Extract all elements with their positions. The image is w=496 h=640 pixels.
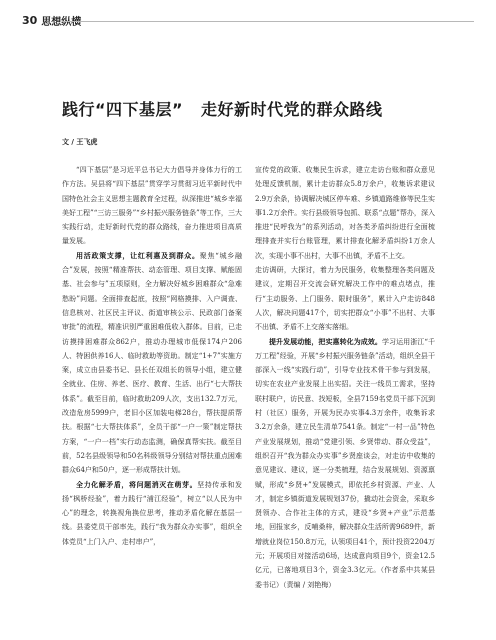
paragraph-lead: 用活政策支撑，让红利惠及到群众。: [76, 251, 200, 260]
section-name: 思想纵横: [41, 16, 82, 28]
paragraph: 用活政策支撑，让红利惠及到群众。聚焦“城乡融合”发展，按照“精准帮扶、动态管理、项目支撑、赋能固基、社会参与”五项原则，全力解决好城乡困难群众“急难愁盼”问题。全面排查起底，按照“网格摸排、入户调查、信息核对、社区民主评议、街道审核公示、民政部门备案审批”的流程，精准识别严重困难低收入群体。目前，已走访摸排困难群众862户，推动办理城市低保174户206人、特困供养16人、临时救助等资助。制定“1+7”实施方案，成立由县委书记、县长任双组长的领导小组，建立健全就业、住房、养老、医疗、教育、生活、出行“七大帮扶体系”。截至目前，临时救助209人次，支出132.7万元，改造危房5999户，老旧小区加装电梯28台，帮扶提质帮扶。根据“七大帮扶体系”，全员干部“一户一策”制定帮扶方案，“一户一档”实行动态监测，确保真帮实扶。截至目前，52名县级领导和50名科级领导分别结对帮扶重点困难群众64户和50户，逐一形成帮扶计划。: [62, 251, 242, 475]
left-column: [62, 163, 242, 588]
paragraph: 宣传党的政策、收集民生诉求，建立走访台账和群众意见处理反馈机制，累计走访群众5.8万余户，收集诉求建议2.9万余条，协调解决城区停车难、乡镇道路维修等民生实事1.2万余件。实行县级领导包抓、联系“点题”帮办，深入推进“民呼我为”的系列活动，对各类矛盾纠纷进行全面梳理排查并实行台账管理，累计排查化解矛盾纠纷1万余人次，实现小事不出村，大事不出镇，矛盾不上交。: [255, 166, 435, 260]
header-rule: [62, 21, 474, 22]
paragraph: 全力化解矛盾，将问题消灭在萌芽。坚持传承和发扬“枫桥经验”，着力践行“浦江经验”，树立“以人民为中心”的理念，转换视角换位思考，推动矛盾化解在基层一线。县委党员干部率先，践行“我为群众办实事”，组织全体党员“上门入户、走村串户”，: [62, 480, 242, 546]
page-header: [22, 12, 81, 28]
right-column: [255, 163, 435, 588]
paragraph: “四下基层”是习近平总书记大力倡导并身体力行的工作方法。吴县将“四下基层”贯穿学习贯彻习近平新时代中国特色社会主义思想主题教育全过程，纵深推进“城乡幸福美好工程”“三访三服务”“乡村振兴服务链条”等工作，三大实践行动，走好新时代党的群众路线，奋力推进项目高质量发展。: [62, 166, 242, 246]
article-title-part1: 践行“四下基层”: [62, 100, 184, 119]
paragraph-lead: 提升发展动能，把实惠转化为成效。: [269, 337, 382, 346]
article-title-part2: 走好新时代党的群众路线: [201, 100, 383, 119]
article-title: [62, 97, 383, 120]
paragraph-lead: 全力化解矛盾，将问题消灭在萌芽。: [76, 480, 198, 489]
page-number: 30: [22, 13, 38, 27]
byline: 文 / 王飞虎: [62, 138, 98, 146]
paragraph: 走访调研，大探讨，着力为民服务，收集整理各类问题及建议，定期召开交流会研究解决工作中的难点堵点，推行“主动服务、上门服务、限时服务”，累计入户走访848人次，解决问题417个，切实把群众“小事”不出村、大事不出镇、矛盾不上交落实落细。: [255, 266, 435, 332]
paragraph: 提升发展动能，把实惠转化为成效。学习运用浙江“千万工程”经验，开展“乡村振兴服务链条”活动，组织全县干部深入一线“实践行动”，引导专业技术骨干参与到发展，切实在农业产业发展上出实招。关注一线员工需求，坚持联村联户，访民意、找短板，全县7159名党员干部下沉到村（社区）服务，开展为民办实事4.3万余件，收集诉求3.2万余条，建立民生清单7541条。制定“一村一品”特色产业发展规划，推动“党建引领、乡贤带动、群众受益”，组织召开“我为群众办实事”乡贤座谈会，对走访中收集的意见建议、建议，逐一分类梳理，结合发展规划、资源禀赋，形成“乡贤+”发展模式，即依托乡村资源、产业、人才，制定乡镇街道发展规划37份，撬动社会资金，采取乡贤领办、合作社主体的方式，建设“乡贤+产业”示范基地，回报家乡，反哺桑梓，解决群众生活所需9689件，新增就业岗位150.8万元，认领项目41个，预计投资2204万元；开展项目对接活动6场，达成意向项目9个，资金12.5亿元，已落地项目3个，资金3.3亿元。（作者系中共某县委书记）（责编 / 刘艳梅）: [255, 337, 435, 588]
